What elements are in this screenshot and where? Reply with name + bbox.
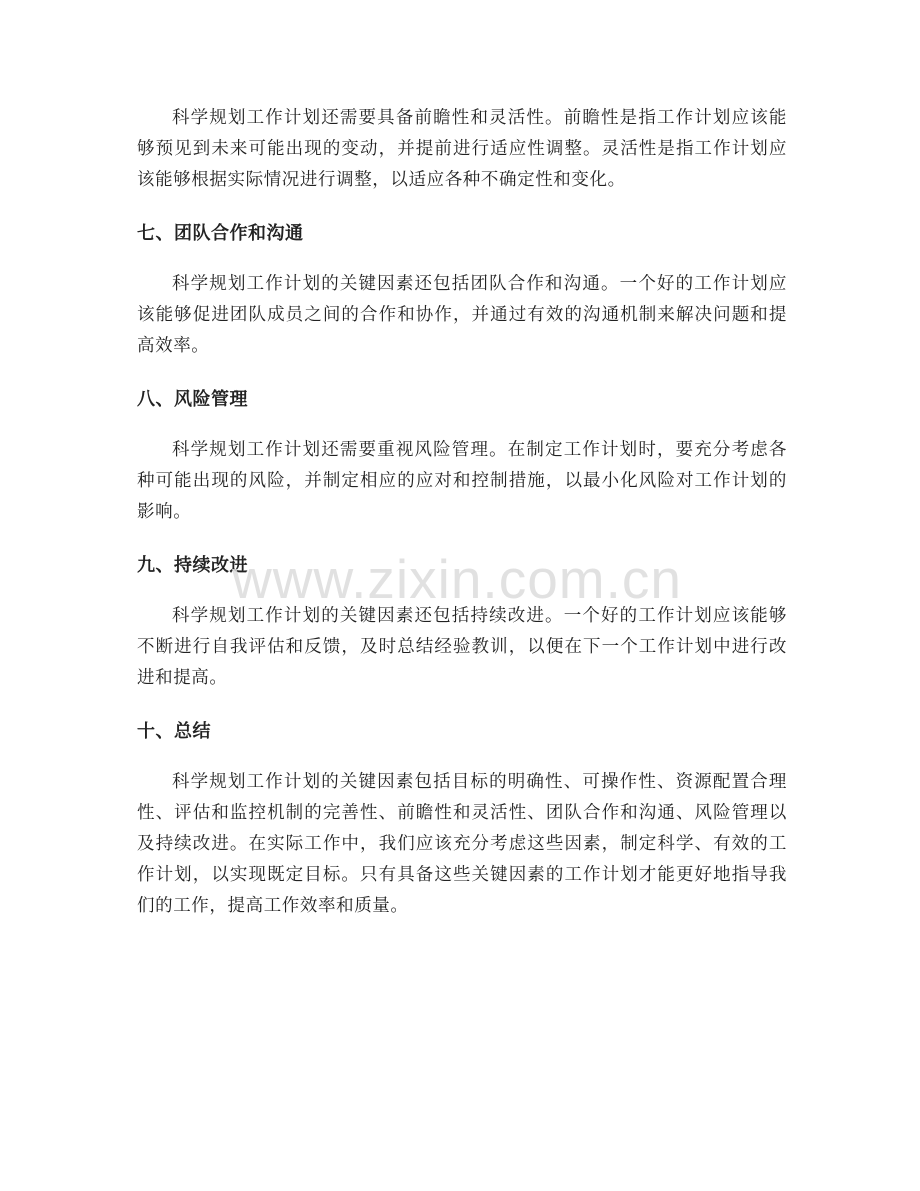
paragraph-teamwork: 科学规划工作计划的关键因素还包括团队合作和沟通。一个好的工作计划应该能够促进团队成员之间的合作和协作，并通过有效的沟通机制来解决问题和提高效率。 xyxy=(137,274,787,356)
paragraph-continuous-improvement: 科学规划工作计划的关键因素还包括持续改进。一个好的工作计划应该能够不断进行自我评估和反馈，及时总结经验教训，以便在下一个工作计划中进行改进和提高。 xyxy=(137,606,787,688)
paragraph-risk-management: 科学规划工作计划还需要重视风险管理。在制定工作计划时，要充分考虑各种可能出现的风险，并制定相应的应对和控制措施，以最小化风险对工作计划的影响。 xyxy=(137,440,787,522)
document-body xyxy=(137,103,787,922)
heading-risk-management: 八、风险管理 xyxy=(137,389,248,410)
heading-teamwork: 七、团队合作和沟通 xyxy=(137,223,304,244)
watermark-text: www.zixin.com.cn xyxy=(232,548,682,610)
heading-summary: 十、总结 xyxy=(137,721,211,742)
paragraph-summary: 科学规划工作计划的关键因素包括目标的明确性、可操作性、资源配置合理性、评估和监控机制的完善性、前瞻性和灵活性、团队合作和沟通、风险管理以及持续改进。在实际工作中，我们应该充分考虑这些因素，制定科学、有效的工作计划，以实现既定目标。只有具备这些关键因素的工作计划才能更好地指导我们的工作，提高工作效率和质量。 xyxy=(137,772,787,916)
paragraph-foresight-flexibility: 科学规划工作计划还需要具备前瞻性和灵活性。前瞻性是指工作计划应该能够预见到未来可能出现的变动，并提前进行适应性调整。灵活性是指工作计划应该能够根据实际情况进行调整，以适应各种不确定性和变化。 xyxy=(137,108,787,190)
heading-continuous-improvement: 九、持续改进 xyxy=(137,555,248,576)
